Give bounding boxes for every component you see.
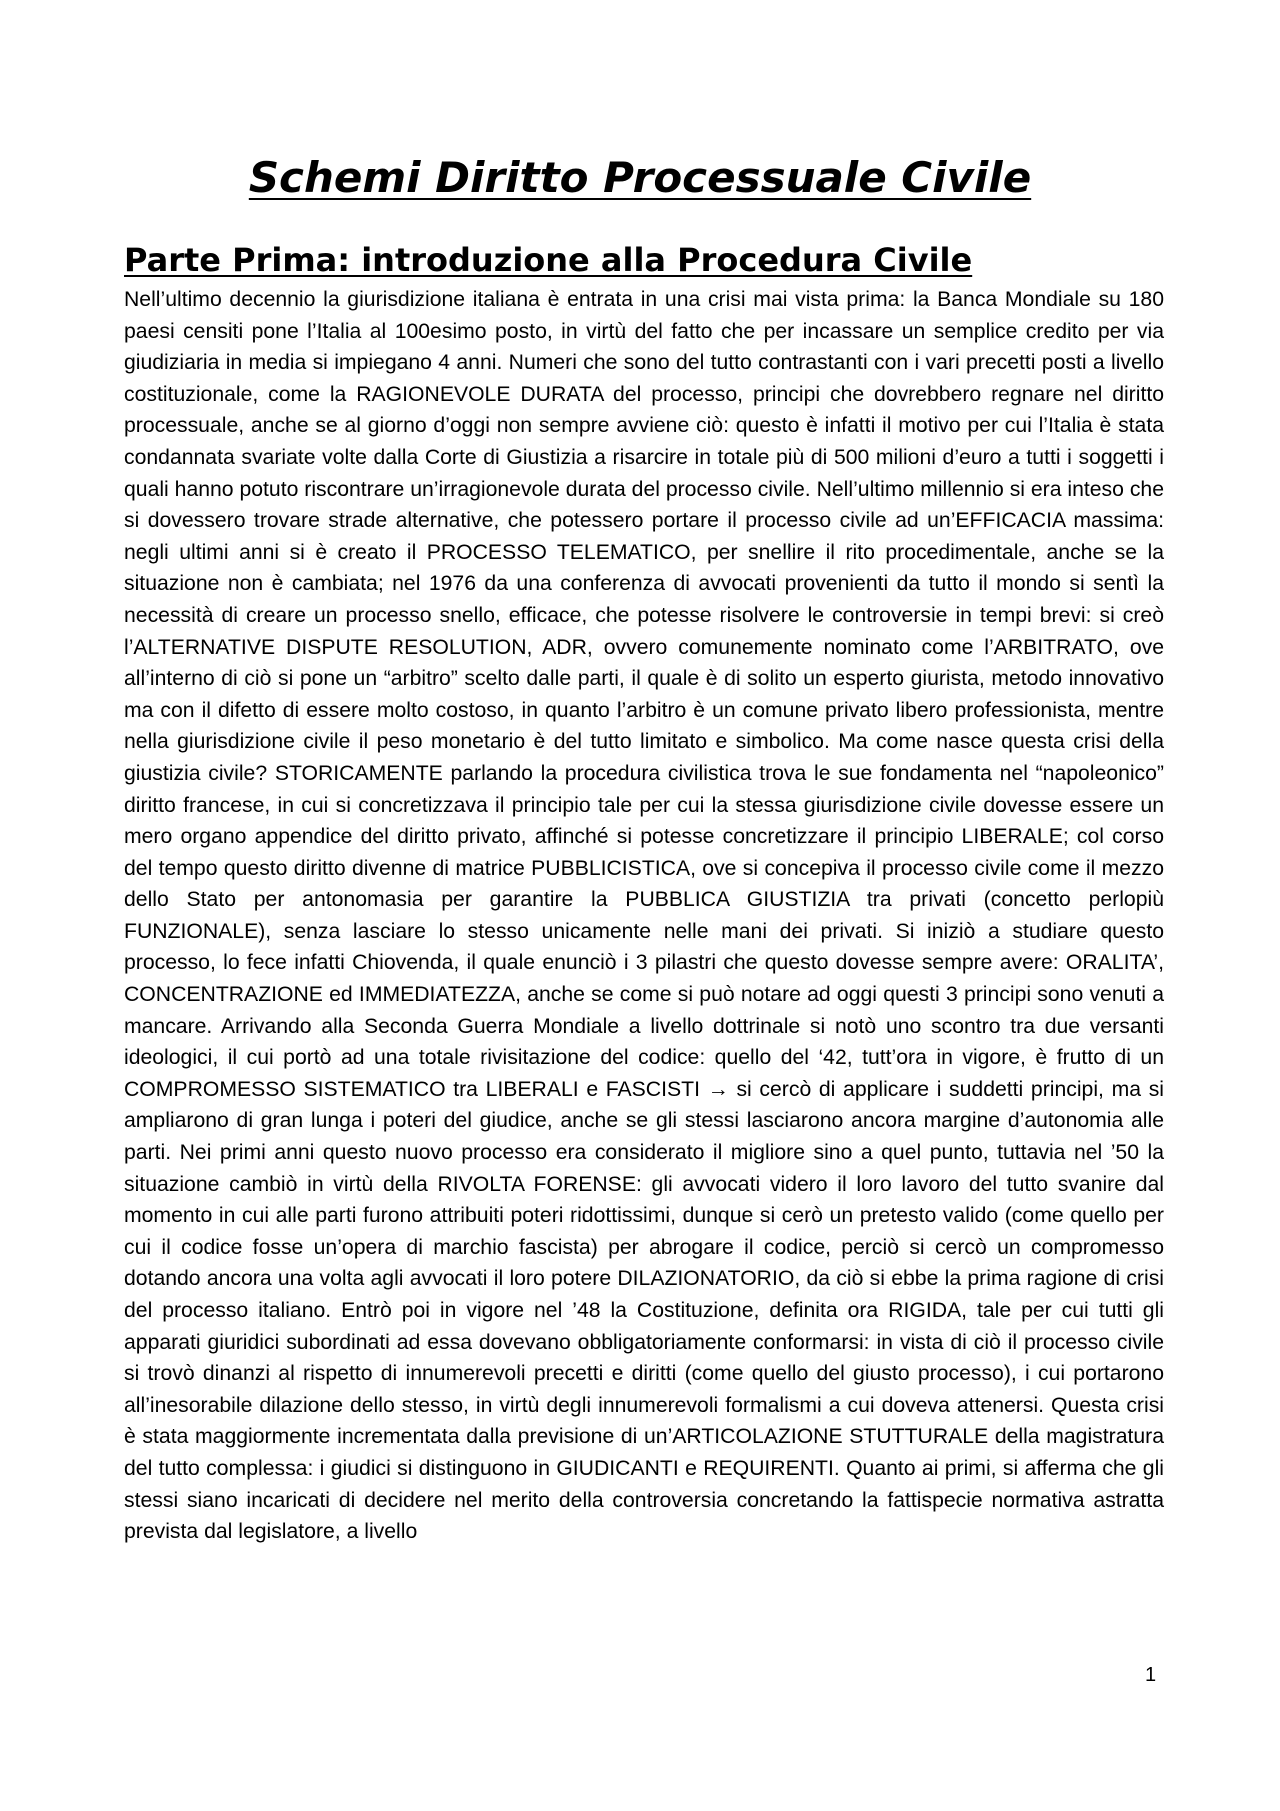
section-heading: Parte Prima: introduzione alla Procedura Civile <box>124 241 973 279</box>
body-paragraph: Nell’ultimo decennio la giurisdizione italiana è entrata in una crisi mai vista prima: la Banca Mondiale su 180 paesi censiti pone l’Italia al 100esimo posto, in virtù del fatto che per incassare un semplice credito per via giudiziaria in media si impiegano 4 anni. Numeri che sono del tutto contrastanti con i vari precetti posti a livello costituzionale, come la RAGIONEVOLE DURATA del processo, principi che dovrebbero regnare nel diritto processuale, anche se al giorno d’oggi non sempre avviene ciò: questo è infatti il motivo per cui l’Italia è stata condannata svariate volte dalla Corte di Giustizia a risarcire in totale più di 500 milioni d’euro a tutti i soggetti i quali hanno potuto riscontrare un’irragionevole durata del processo civile. Nell’ultimo millennio si era inteso che si dovessero trovare strade alternative, che potessero portare il processo civile ad un’EFFICACIA massima: negli ultimi anni si è creato il PROCESSO TELEMATICO, per snellire il rito procedimentale, anche se la situazione non è cambiata; nel 1976 da una conferenza di avvocati provenienti da tutto il mondo si sentì la necessità di creare un processo snello, efficace, che potesse risolvere le controversie in tempi brevi: si creò l’ALTERNATIVE DISPUTE RESOLUTION, ADR, ovvero comunemente nominato come l’ARBITRATO, ove all’interno di ciò si pone un “arbitro” scelto dalle parti, il quale è di solito un esperto giurista, metodo innovativo ma con il difetto di essere molto costoso, in quanto l’arbitro è un comune privato libero professionista, mentre nella giurisdizione civile il peso monetario è del tutto limitato e simbolico. Ma come nasce questa crisi della giustizia civile? STORICAMENTE parlando la procedura civilistica trova le sue fondamenta nel “napoleonico” diritto francese, in cui si concretizzava il principio tale per cui la stessa giurisdizione civile dovesse essere un mero organo appendice del diritto privato, affinché si potesse concretizzare il principio LIBERALE; col corso del tempo questo diritto divenne di matrice PUBBLICISTICA, ove si concepiva il processo civile come il mezzo dello Stato per antonomasia per garantire la PUBBLICA GIUSTIZIA tra privati (concetto perlopiù FUNZIONALE), senza lasciare lo stesso unicamente nelle mani dei privati. Si iniziò a studiare questo processo, lo fece infatti Chiovenda, il quale enunciò i 3 pilastri che questo dovesse sempre avere: ORALITA’, CONCENTRAZIONE ed IMMEDIATEZZA, anche se come si può notare ad oggi questi 3 principi sono venuti a mancare. Arrivando alla Seconda Guerra Mondiale a livello dottrinale si notò uno scontro tra due versanti ideologici, il cui portò ad una totale rivisitazione del codice: quello del ‘42, tutt’ora in vigore, è frutto di un COMPROMESSO SISTEMATICO tra LIBERALI e FASCISTI → si cercò di applicare i suddetti principi, ma si ampliarono di gran lunga i poteri del giudice, anche se gli stessi lasciarono ancora margine d’autonomia alle parti. Nei primi anni questo nuovo processo era considerato il migliore sino a quel punto, tuttavia nel ’50 la situazione cambiò in virtù della RIVOLTA FORENSE: gli avvocati videro il loro lavoro del tutto svanire dal momento in cui alle parti furono attribuiti poteri ridottissimi, dunque si cerò un pretesto valido (come quello per cui il codice fosse un’opera di marchio fascista) per abrogare il codice, perciò si cercò un compromesso dotando ancora una volta agli avvocati il loro potere DILAZIONATORIO, da ciò si ebbe la prima ragione di crisi del processo italiano. Entrò poi in vigore nel ’48 la Costituzione, definita ora RIGIDA, tale per cui tutti gli apparati giuridici subordinati ad essa dovevano obbligatoriamente conformarsi: in vista di ciò il processo civile si trovò dinanzi al rispetto di innumerevoli precetti e diritti (come quello del giusto processo), i cui portarono all’inesorabile dilazione dello stesso, in virtù degli innumerevoli formalismi a cui doveva attenersi. Questa crisi è stata maggiormente incrementata dalla previsione di un’ARTICOLAZIONE STUTTURALE della magistratura del tutto complessa: i giudici si distinguono in GIUDICANTI e REQUIRENTI. Quanto ai primi, si afferma che gli stessi siano incaricati di decidere nel merito della controversia concretando la fattispecie normativa astratta prevista dal legislatore, a livello <box>124 288 1164 1544</box>
page-number: 1 <box>1145 1664 1157 1686</box>
document-title: Schemi Diritto Processuale Civile <box>248 153 1032 202</box>
